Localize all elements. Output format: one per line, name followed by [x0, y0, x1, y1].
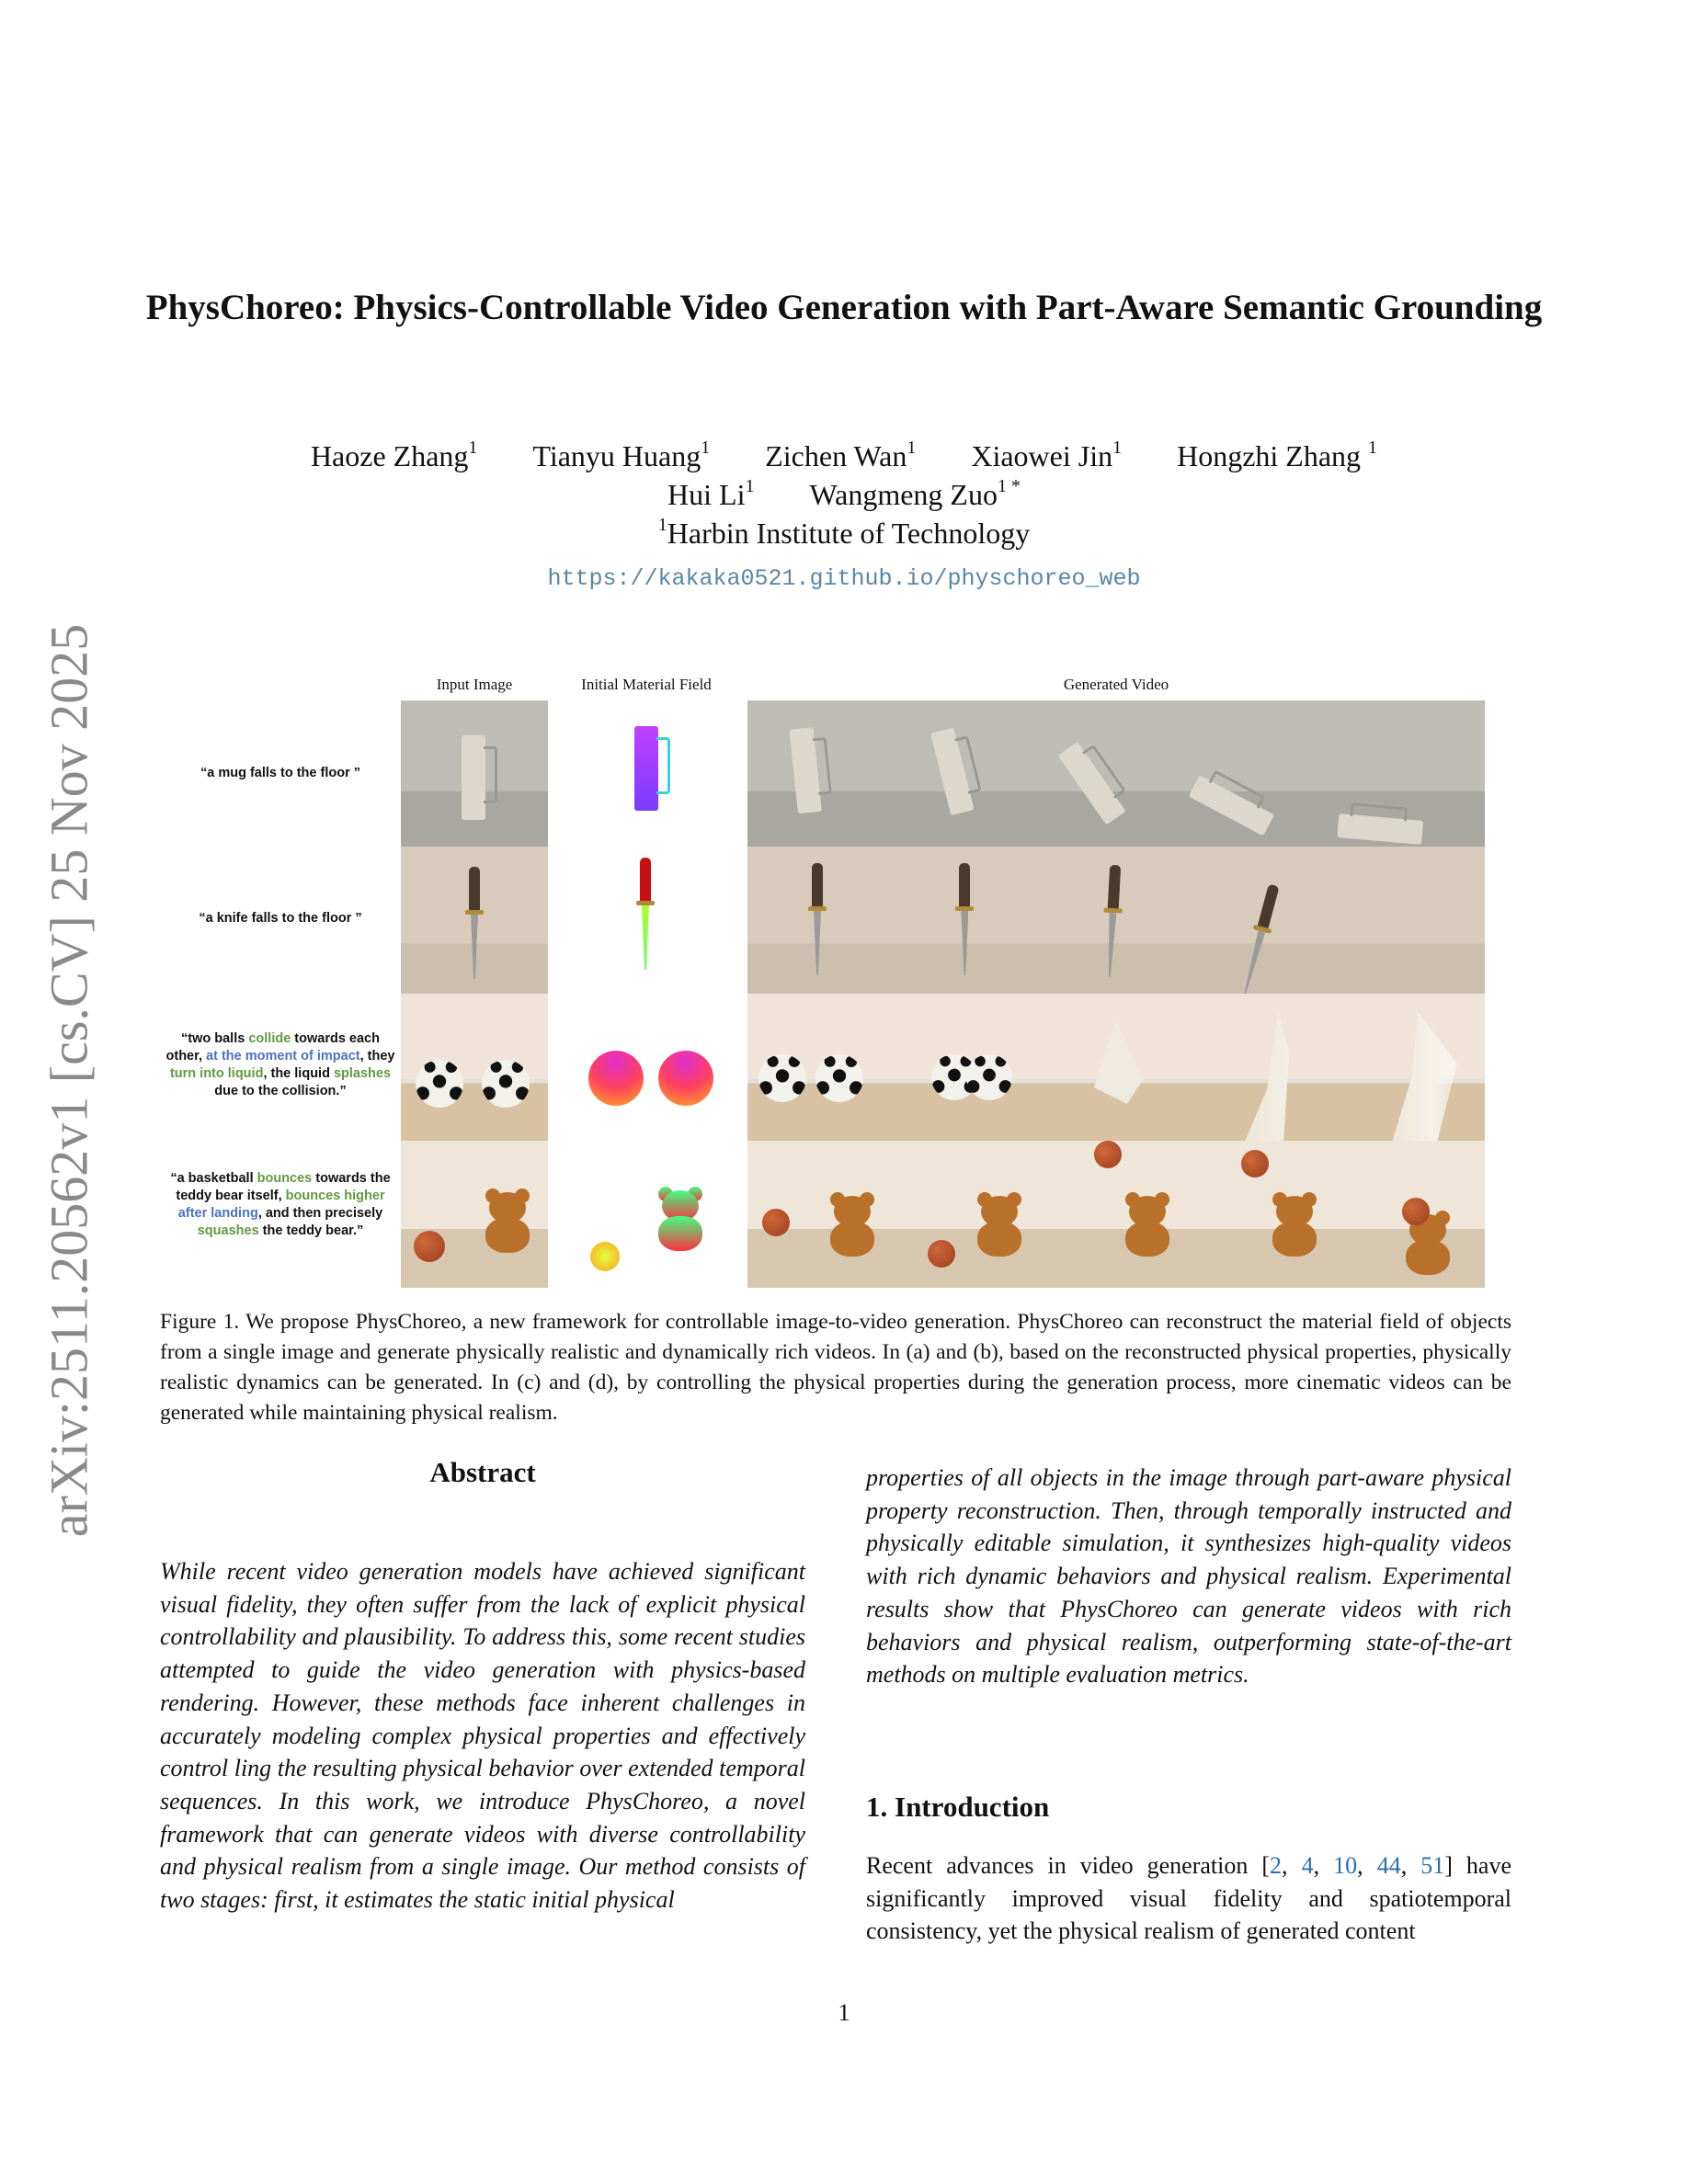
- prompt-segment: splashes: [333, 1066, 392, 1081]
- author: Zichen Wan$^1$: [765, 438, 917, 472]
- prompt-segment: collide: [248, 1031, 291, 1046]
- input-image-knife: [401, 847, 548, 994]
- video-frame-mug: [1043, 700, 1190, 847]
- bear-body: [1125, 1222, 1169, 1257]
- knife-blade: [814, 911, 821, 975]
- header-generated-video: Generated Video: [1063, 676, 1169, 693]
- video-frame-bear: [747, 1141, 895, 1288]
- video-frame-balls: [1043, 994, 1190, 1141]
- prompt-segment: due to the collision.”: [214, 1084, 347, 1098]
- video-frame-mug: [1338, 700, 1485, 847]
- video-frame-knife: [895, 847, 1042, 994]
- material-ball: [590, 1242, 620, 1271]
- knife: [812, 863, 823, 975]
- video-frame-balls: [747, 994, 895, 1141]
- author: Xiaowei Jin$^1$: [971, 438, 1123, 472]
- knife-blade: [1242, 930, 1266, 994]
- knife-blade: [642, 905, 649, 970]
- mug-handle: [813, 737, 832, 795]
- bear-body: [1406, 1240, 1450, 1275]
- video-frame-knife: [1338, 847, 1485, 994]
- header-material-field: Initial Material Field: [581, 676, 712, 693]
- author: Tianyu Huang$^1$: [532, 438, 711, 472]
- knife: [1240, 884, 1280, 994]
- knife: [640, 858, 651, 970]
- prompt-segment: , and then precisely: [257, 1206, 383, 1221]
- basketball: [1094, 1141, 1122, 1168]
- liquid-splash: [1393, 1012, 1457, 1141]
- knife: [959, 863, 970, 975]
- prompt-segment: bounces: [257, 1171, 313, 1186]
- prompt-segment: “a basketball: [170, 1171, 257, 1186]
- mug-handle: [484, 746, 497, 803]
- mug-handle: [1350, 802, 1408, 821]
- prompt-segment: , they: [359, 1049, 395, 1064]
- abstract-text-right: properties of all objects in the image through part-aware physical property reconstruction. Then, through temporally instructed and physically editable simulation, it synthesizes high-quality videos with rich dynamic behaviors and physical realism. Experimental results show that PhysChoreo can generate videos with rich behaviors and physical realism, outperforming state-of-the-art methods on multiple evaluation metrics.: [866, 1464, 1511, 1689]
- paper-title: PhysChoreo: Physics-Controllable Video Generation with Part-Aware Semantic Grounding: [145, 288, 1543, 327]
- citation-link[interactable]: 2: [1270, 1852, 1283, 1879]
- material-ball: [658, 1051, 713, 1106]
- prompt-segment: squashes: [197, 1223, 259, 1238]
- knife-blade: [471, 915, 478, 979]
- author: Hongzhi Zhang $^1$: [1177, 438, 1378, 472]
- citation-link[interactable]: 51: [1420, 1852, 1445, 1879]
- basketball: [1402, 1198, 1430, 1225]
- knife: [1104, 865, 1121, 977]
- prompt-row-d: [165, 1170, 395, 1240]
- input-image-mug: [401, 700, 548, 847]
- prompt-segment: , the liquid: [263, 1066, 334, 1081]
- prompt-segment: towards each other,: [165, 1031, 380, 1064]
- abstract-text-left: While recent video generation models have achieved significant visual fidelity, they often suffer from the lack of explicit physical controllability and plausibility. To address this, some recent studies attempted to guide the video generation with physics-based rendering. However, these methods face inherent challenges in accurately modeling complex physical properties and effectively control ling the resulting physical behavior over extended temporal sequences. In this work, we introduce PhysChoreo, a novel framework that can generate videos with diverse controllability and physical realism from a single image. Our method consists of two stages: first, it estimates the static initial physical: [160, 1558, 805, 1914]
- mug-handle: [1082, 745, 1126, 799]
- soccer-ball: [482, 1060, 530, 1108]
- teddy-bear: [827, 1192, 878, 1257]
- author: Haoze Zhang$^1$: [310, 438, 478, 472]
- knife-blade: [961, 911, 968, 975]
- prompt-segment: the teddy bear.”: [258, 1223, 364, 1238]
- teddy-bear: [1269, 1192, 1320, 1257]
- teddy-bear: [1122, 1192, 1173, 1257]
- knife-handle: [1107, 865, 1120, 910]
- material-field-knife: [548, 847, 745, 994]
- citation-link[interactable]: 44: [1376, 1852, 1401, 1879]
- knife-guard: [955, 906, 974, 911]
- video-frame-bear: [1190, 1141, 1337, 1288]
- prompt-row-c: [165, 1030, 395, 1100]
- prompt-row-b: “a knife falls to the floor ”: [199, 911, 362, 926]
- knife-handle: [812, 863, 823, 907]
- video-frame-balls: [1190, 994, 1337, 1141]
- mug: [634, 726, 658, 811]
- bear-body: [658, 1216, 702, 1251]
- mug: [1338, 813, 1423, 845]
- authors-line-2: [0, 478, 1688, 512]
- bear-body: [830, 1222, 874, 1257]
- video-frame-balls: [1338, 994, 1485, 1141]
- knife-handle: [640, 858, 651, 902]
- prompt-segment: bounces higher: [285, 1189, 385, 1203]
- mug: [1190, 775, 1274, 836]
- video-frame-bear: [1043, 1141, 1190, 1288]
- arxiv-stamp: arXiv:2511.20562v1 [cs.CV] 25 Nov 2025: [39, 623, 99, 1538]
- material-field-balls: [548, 994, 745, 1141]
- teddy-bear: [482, 1189, 533, 1253]
- affiliation: $^1$Harbin Institute of Technology: [657, 515, 1031, 550]
- project-url-link[interactable]: https://kakaka0521.github.io/physchoreo_web: [547, 565, 1141, 592]
- citation-link[interactable]: 10: [1333, 1852, 1358, 1879]
- bear-body: [485, 1218, 530, 1253]
- soccer-ball: [758, 1054, 806, 1102]
- header-input-image: Input Image: [436, 676, 513, 693]
- mug-handle: [656, 737, 670, 794]
- authors-line-1: [0, 439, 1688, 473]
- teddy-bear: [655, 1187, 706, 1251]
- knife-handle: [469, 867, 480, 911]
- mug: [1057, 742, 1125, 825]
- prompt-segment: after landing: [177, 1206, 258, 1221]
- abstract-heading: Abstract: [429, 1456, 536, 1488]
- liquid-splash: [1089, 1021, 1144, 1104]
- introduction-text: Recent advances in video generation [2, 4, 10, 44, 51] have significantly improved visual fidelity and spatiotemporal consistency, yet the physical realism of generated content: [866, 1852, 1512, 1945]
- bear-body: [1272, 1222, 1317, 1257]
- input-image-balls: [401, 994, 548, 1141]
- soccer-ball: [966, 1054, 1012, 1100]
- knife-guard: [1103, 907, 1122, 913]
- figure-caption: Figure 1. We propose PhysChoreo, a new framework for controllable image-to-video generation. PhysChoreo can reconstruct the material field of objects from a single image and generate physically realistic and dynamically rich videos. In (a) and (b), based on the reconstructed physical properties, physically realistic dynamics can be generated. In (c) and (d), by controlling the physical properties during the generation process, more cinematic videos can be generated while maintaining physical realism.: [160, 1310, 1511, 1425]
- soccer-ball: [416, 1060, 463, 1108]
- knife-handle: [959, 863, 970, 907]
- material-ball: [588, 1051, 644, 1106]
- material-field-mug: [548, 700, 745, 847]
- mug: [931, 728, 975, 816]
- prompt-segment: at the moment of impact: [206, 1049, 360, 1064]
- prompt-segment: turn into liquid: [169, 1066, 264, 1081]
- mug-handle: [1209, 769, 1266, 808]
- video-frame-mug: [747, 700, 895, 847]
- video-frame-balls: [895, 994, 1042, 1141]
- video-frame-mug: [1190, 700, 1337, 847]
- video-frame-bear: [895, 1141, 1042, 1288]
- mug: [789, 727, 821, 813]
- video-frame-knife: [1190, 847, 1337, 994]
- video-frame-knife: [747, 847, 895, 994]
- introduction-heading: 1. Introduction: [866, 1791, 1050, 1823]
- prompt-segment: “two balls: [181, 1031, 249, 1046]
- author: Wangmeng Zuo$^{1 *}$: [809, 476, 1021, 511]
- knife-guard: [636, 901, 655, 905]
- prompt-segment: towards the teddy bear itself,: [176, 1171, 391, 1203]
- knife-handle: [1258, 884, 1280, 929]
- page-number: 1: [838, 1999, 850, 2026]
- soccer-ball: [815, 1054, 863, 1102]
- mug: [462, 735, 485, 820]
- video-frame-knife: [1043, 847, 1190, 994]
- knife-blade: [1106, 913, 1117, 977]
- material-field-bear: [548, 1141, 745, 1288]
- prompt-row-a: “a mug falls to the floor ”: [200, 766, 360, 780]
- citation-link[interactable]: 4: [1301, 1852, 1314, 1879]
- knife: [469, 867, 480, 979]
- author: Hui Li$^1$: [667, 476, 755, 511]
- basketball: [762, 1209, 790, 1236]
- teddy-bear: [974, 1192, 1025, 1257]
- video-frame-bear: [1338, 1141, 1485, 1288]
- video-frame-mug: [895, 700, 1042, 847]
- input-image-bear: [401, 1141, 548, 1288]
- knife-guard: [808, 906, 827, 911]
- bear-body: [977, 1222, 1021, 1257]
- knife-guard: [465, 910, 484, 915]
- basketball: [414, 1231, 445, 1262]
- liquid-splash: [1245, 1012, 1300, 1141]
- basketball: [928, 1240, 955, 1268]
- basketball: [1241, 1150, 1269, 1177]
- mug-handle: [955, 735, 983, 794]
